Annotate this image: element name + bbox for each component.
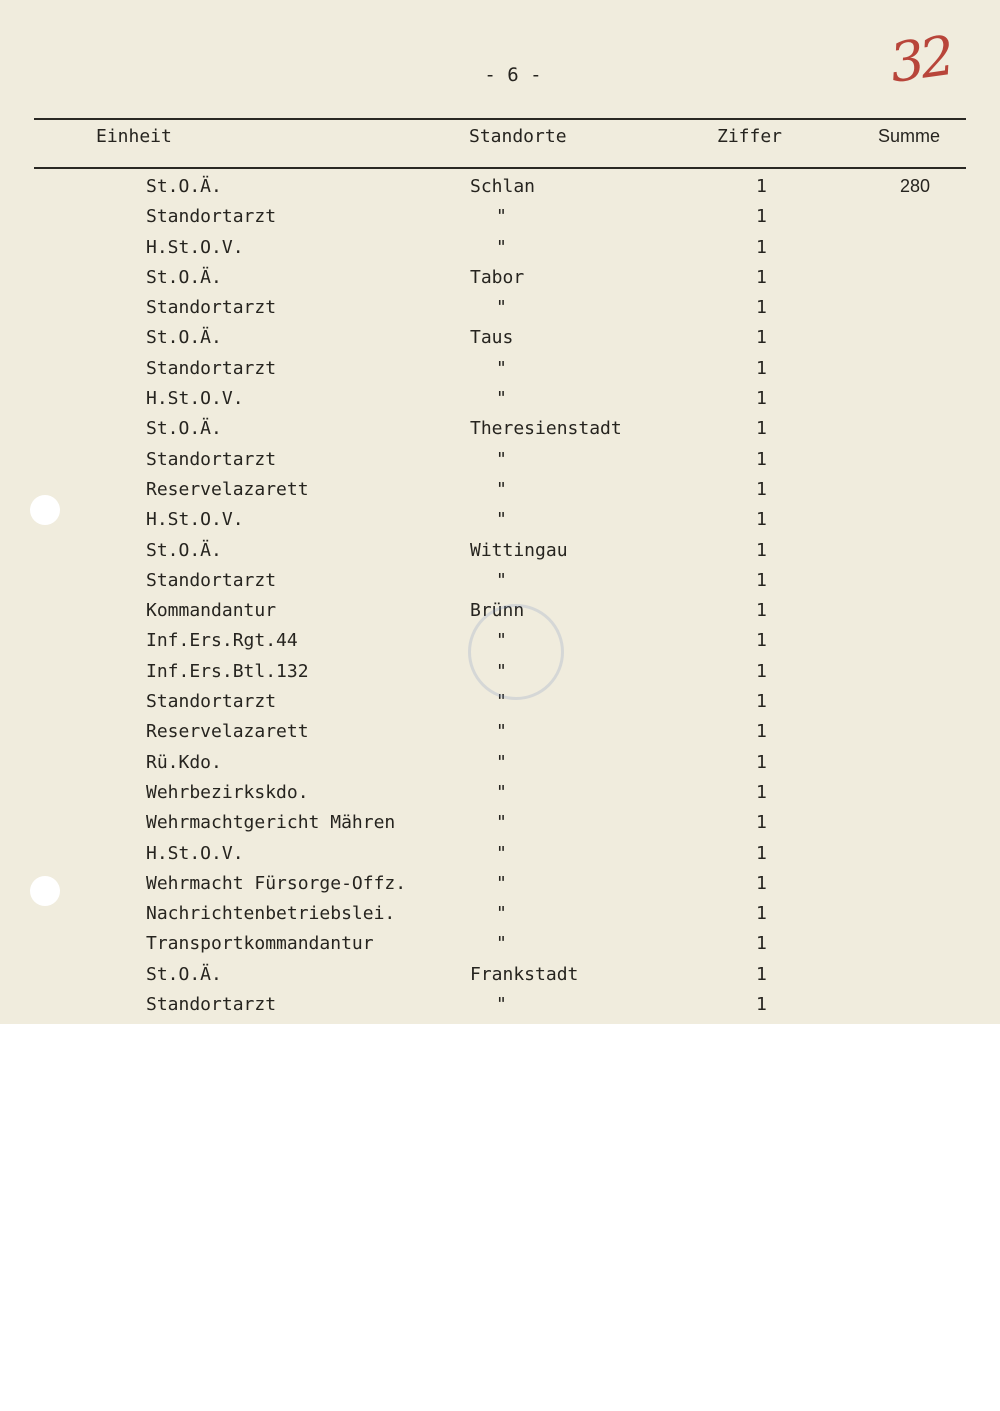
cell-einheit: Nachrichtenbetriebslei. [146,903,396,925]
table-row [0,475,1000,505]
cell-standort: " [496,872,507,894]
table-row [0,202,1000,232]
table-row [0,384,1000,414]
cell-standort: " [496,509,507,531]
table-row [0,748,1000,778]
summe-value: 280 [900,176,931,196]
cell-standort: " [496,842,507,864]
cell-standort: " [496,388,507,410]
cell-einheit: Wehrbezirkskdo. [146,781,309,803]
cell-einheit: Reservelazarett [146,478,309,500]
table-row [0,354,1000,384]
cell-standort: " [496,630,507,652]
cell-standort: " [496,781,507,803]
punch-hole [30,495,60,525]
cell-ziffer: 1 [756,236,767,258]
handwritten-page-number: 32 [885,24,955,95]
cell-einheit: Standortarzt [146,448,277,470]
cell-standort: " [496,812,507,834]
table-row [0,172,1000,202]
cell-ziffer: 1 [756,721,767,743]
cell-ziffer: 1 [756,600,767,622]
table-row [0,960,1000,990]
cell-einheit: H.St.O.V. [146,509,244,531]
punch-hole [30,876,60,906]
table-row [0,929,1000,959]
cell-standort: " [496,206,507,228]
cell-einheit: Standortarzt [146,994,277,1016]
table-row [0,323,1000,353]
table-row [0,263,1000,293]
table-row [0,233,1000,263]
cell-ziffer: 1 [756,297,767,319]
cell-ziffer: 1 [756,266,767,288]
cell-einheit: St.O.Ä. [146,963,222,985]
cell-standort: " [496,297,507,319]
cell-ziffer: 1 [756,660,767,682]
cell-ziffer: 1 [756,388,767,410]
cell-ziffer: 1 [756,418,767,440]
cell-ziffer: 1 [756,509,767,531]
table-row [0,445,1000,475]
cell-ziffer: 1 [756,903,767,925]
table-row [0,869,1000,899]
cell-ziffer: 1 [756,691,767,713]
cell-ziffer: 1 [756,872,767,894]
cell-einheit: Standortarzt [146,297,277,319]
table-row [0,293,1000,323]
table-row [0,839,1000,869]
cell-ziffer: 1 [756,751,767,773]
cell-ziffer: 1 [756,630,767,652]
cell-standort: " [496,691,507,713]
cell-standort: Taus [470,327,514,349]
cell-standort: Frankstadt [470,963,579,985]
cell-ziffer: 1 [756,539,767,561]
cell-einheit: St.O.Ä. [146,327,222,349]
cell-standort: " [496,903,507,925]
column-header-ziffer: Ziffer [717,126,783,147]
cell-standort: Schlan [470,176,536,197]
table-row [0,990,1000,1020]
cell-standort: " [496,448,507,470]
cell-einheit: Inf.Ers.Rgt.44 [146,630,298,652]
column-header-einheit: Einheit [96,126,172,147]
cell-einheit: Inf.Ers.Btl.132 [146,660,309,682]
header-rule-bottom [34,167,966,169]
cell-ziffer: 1 [756,206,767,228]
cell-einheit: St.O.Ä. [146,539,222,561]
header-rule-top [34,118,966,120]
cell-ziffer: 1 [756,842,767,864]
cell-ziffer: 1 [756,781,767,803]
cell-ziffer: 1 [756,448,767,470]
faint-stamp [468,604,564,700]
cell-standort: " [496,357,507,379]
cell-ziffer: 1 [756,994,767,1016]
table-row [0,808,1000,838]
table-row [0,899,1000,929]
cell-ziffer: 1 [756,176,767,197]
cell-einheit: H.St.O.V. [146,388,244,410]
cell-einheit: Standortarzt [146,206,277,228]
cell-einheit: Reservelazarett [146,721,309,743]
cell-ziffer: 1 [756,357,767,379]
cell-standort: " [496,721,507,743]
cell-einheit: H.St.O.V. [146,842,244,864]
cell-einheit: St.O.Ä. [146,266,222,288]
cell-einheit: Standortarzt [146,691,277,713]
cell-ziffer: 1 [756,963,767,985]
cell-einheit: H.St.O.V. [146,236,244,258]
table-row [0,778,1000,808]
cell-standort: Tabor [470,266,525,288]
cell-ziffer: 1 [756,327,767,349]
column-header-standorte: Standorte [469,126,567,147]
cell-einheit: St.O.Ä. [146,176,222,197]
cell-einheit: Standortarzt [146,569,277,591]
cell-standort: " [496,478,507,500]
table-row [0,566,1000,596]
cell-einheit: Rü.Kdo. [146,751,222,773]
cell-standort: Brünn [470,600,525,622]
cell-standort: Theresienstadt [470,418,622,440]
cell-ziffer: 1 [756,478,767,500]
table-row [0,505,1000,535]
cell-standort: " [496,751,507,773]
column-header-summe: Summe [878,126,941,146]
cell-einheit: St.O.Ä. [146,418,222,440]
cell-ziffer: 1 [756,812,767,834]
cell-einheit: Standortarzt [146,357,277,379]
cell-einheit: Transportkommandantur [146,933,374,955]
table-row [0,717,1000,747]
cell-standort: " [496,933,507,955]
cell-standort: Wittingau [470,539,568,561]
cell-einheit: Wehrmacht Fürsorge-Offz. [146,872,407,894]
table-row [0,414,1000,444]
cell-einheit: Wehrmachtgericht Mähren [146,812,396,834]
cell-standort: " [496,660,507,682]
page-number: - 6 - [484,64,542,86]
cell-einheit: Kommandantur [146,600,277,622]
unit-table [0,172,1000,1020]
cell-ziffer: 1 [756,933,767,955]
cell-standort: " [496,994,507,1016]
cell-ziffer: 1 [756,569,767,591]
cell-standort: " [496,236,507,258]
table-row [0,536,1000,566]
cell-standort: " [496,569,507,591]
